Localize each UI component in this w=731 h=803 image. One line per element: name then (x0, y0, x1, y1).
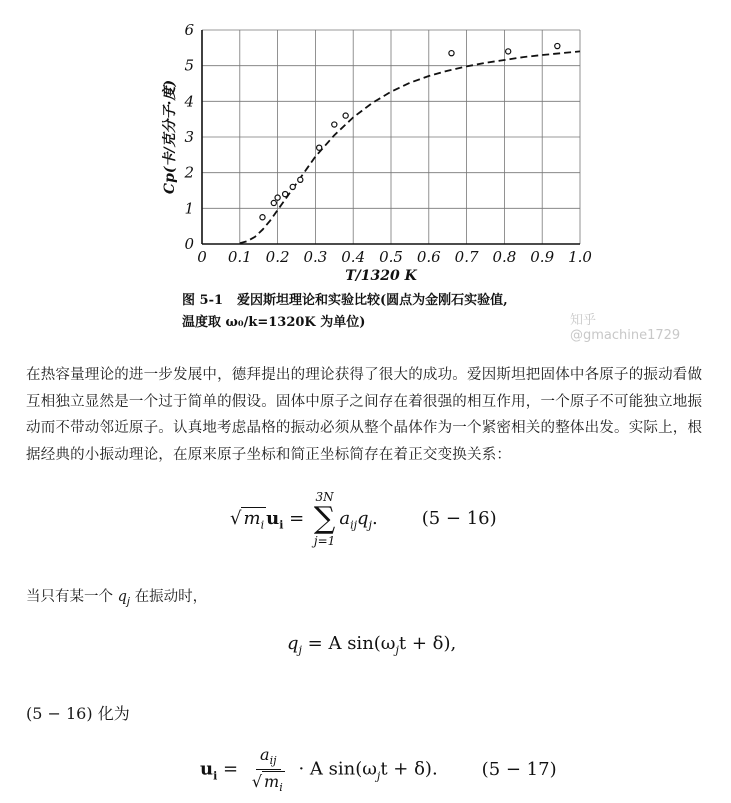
data-point (555, 43, 560, 48)
line-when: 当只有某一个 $q_j$ 在振动时， (26, 589, 208, 608)
sqrt-mi: √ $m_i$ (230, 508, 265, 532)
chart (150, 12, 610, 292)
theory-curve (240, 51, 580, 243)
y-axis-title: Cp(卡/克分子·度) (162, 79, 178, 195)
eq-label-5-16: (5 − 16) (421, 508, 497, 529)
x-tick-label: 1.0 (568, 248, 592, 266)
x-tick-label: 0.5 (379, 248, 403, 266)
caption-line1: 爱因斯坦理论和实验比较(圆点为金刚石实验值, (237, 293, 508, 308)
caption-line2: 温度取 ω₀/k=1320K 为单位) (182, 315, 366, 330)
data-point (260, 215, 265, 220)
equation-5-16: √ $m_i$ $u_i$ = 3N ∑ j=1 $a_{ij}q_j$. (5 − 16) (230, 490, 497, 548)
x-axis-title: T/1320 K (345, 268, 417, 284)
fraction: $\frac{a_{ij}}{√ m_i}$ (251, 745, 283, 795)
y-tick-label: 2 (184, 163, 194, 182)
data-point (332, 122, 337, 127)
equation-5-17: $u_i$ = $\frac{a_{ij}}{√ m_i}$ · A $\sin(\omega_jt + \delta)$. (5 − 17) (200, 745, 557, 795)
data-point (275, 195, 280, 200)
body-paragraph: 在热容量理论的进一步发展中，德拜提出的理论获得了很大的成功。爱因斯坦把固体中各原子的振动看做互相独立显然是一个过于简单的假设。固体中原子之间存在着很强的相互作用，一个原子不可能独立地振动而不带动邻近原子。认真地考虑晶格的振动必须从整个晶体作为一个紧密相关的整体出发。实际上，根据经典的小振动理论，在原来原子坐标和简正坐标简存在着正交变换关系： (26, 367, 703, 463)
x-tick-label: 0.9 (530, 248, 555, 266)
data-point (449, 51, 454, 56)
x-tick-label: 0.6 (416, 248, 441, 266)
data-point (506, 49, 511, 54)
data-point (283, 191, 288, 196)
equation-qj: $q_j = A$ $\sin(\omega_jt + \delta)$, (287, 633, 457, 657)
data-point (343, 113, 348, 118)
x-tick-label: 0.8 (492, 248, 517, 266)
y-tick-label: 5 (184, 56, 194, 75)
y-tick-label: 3 (184, 128, 194, 146)
y-tick-label: 6 (184, 21, 194, 39)
x-tick-label: 0.1 (227, 248, 252, 266)
watermark: 知乎 @gmachine1729 (570, 313, 681, 343)
eq-label-5-17: (5 − 17) (481, 758, 557, 780)
y-tick-label: 0 (184, 235, 194, 253)
x-tick-label: 0.2 (265, 248, 290, 266)
line-becomes: (5 − 16) 化为 (26, 704, 130, 723)
x-tick-label: 0.4 (341, 248, 366, 266)
caption-number: 图 5-1 (182, 293, 224, 308)
figure (150, 12, 681, 343)
figure-caption (182, 290, 622, 334)
data-point (298, 177, 303, 182)
y-tick-label: 4 (184, 92, 194, 111)
summation: 3N ∑ j=1 (313, 490, 336, 548)
data-point (290, 184, 295, 189)
x-tick-label: 0 (197, 248, 207, 266)
y-tick-label: 1 (184, 199, 194, 218)
x-tick-label: 0.3 (303, 248, 328, 266)
x-tick-label: 0.7 (454, 248, 479, 266)
data-point (271, 200, 276, 205)
data-point (317, 145, 322, 150)
